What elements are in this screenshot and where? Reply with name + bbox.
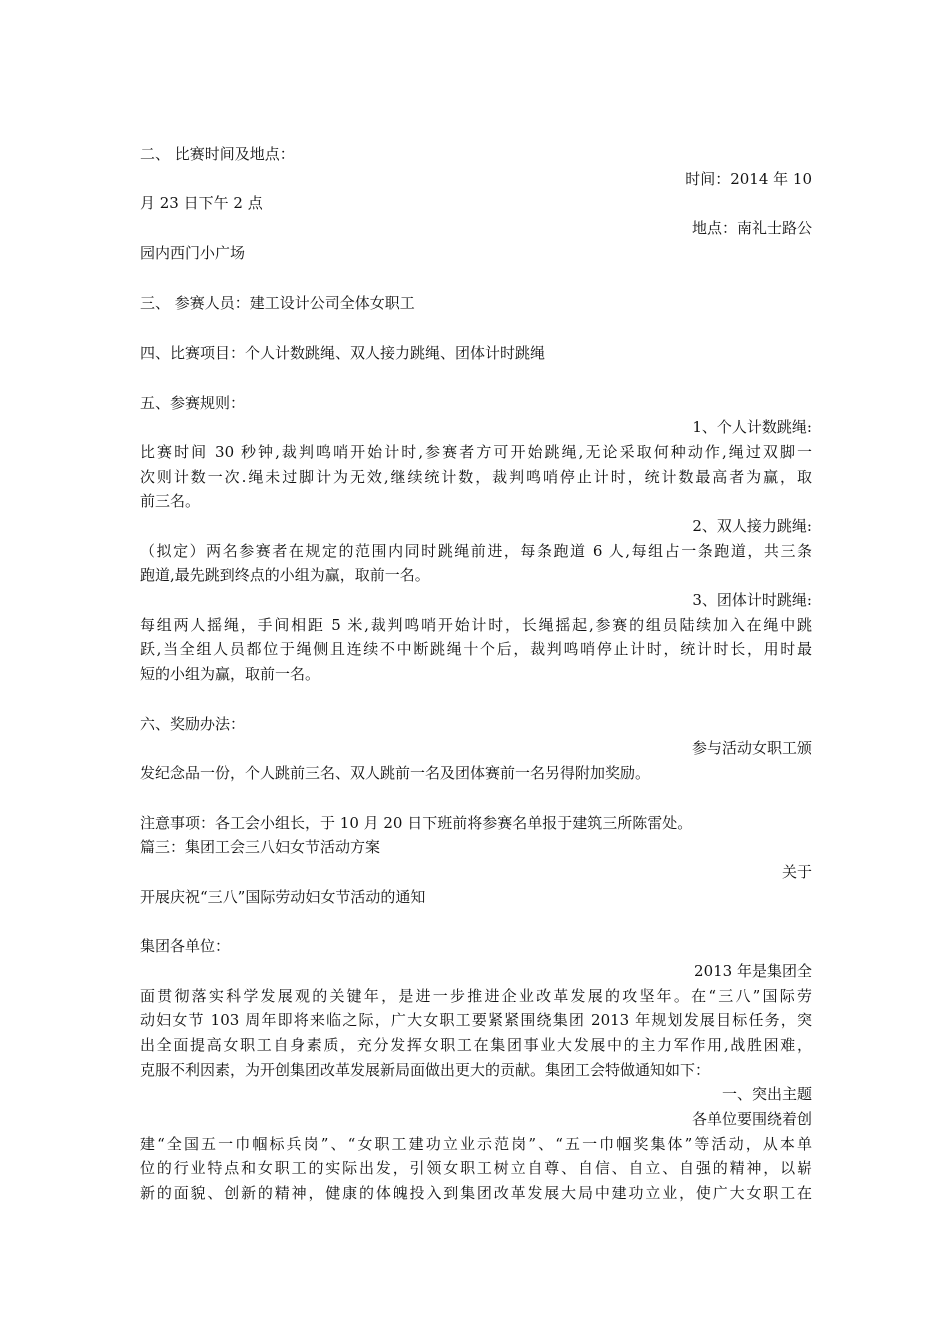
notice-title: 开展庆祝“三八”国际劳动妇女节活动的通知 [140,888,426,906]
text-line: （拟定）两名参赛者在规定的范围内同时跳绳前进，每条跑道 6 人,每组占一条跑道，共三条 [140,542,812,560]
text-line: 月 23 日下午 2 点 [140,194,263,212]
text-line: 面贯彻落实科学发展观的关键年，是进一步推进企业改革发展的攻坚年。在“三八”国际劳 [140,987,812,1005]
text-line: 克服不利因素，为开创集团改革发展新局面做出更大的贡献。集团工会特做通知如下： [140,1061,711,1079]
text-line: 各单位要围绕着创 [691,1110,812,1128]
subsection-heading-theme: 一、突出主题 [721,1085,812,1103]
text-line: 短的小组为赢，取前一名。 [140,665,321,683]
text-line: 新的面貌、创新的精神，健康的体魄投入到集团改革发展大局中建功立业，使广大女职工在 [140,1184,812,1202]
text-line: 动妇女节 103 周年即将来临之际，广大女职工要紧紧围绕集团 2013 年规划发展目标任务，突 [140,1011,812,1029]
text-line: 建“全国五一巾帼标兵岗”、“女职工建功立业示范岗”、“五一巾帼奖集体”等活动，从本单 [140,1135,812,1153]
section-heading-rules: 五、参赛规则： [140,394,246,412]
text-line: 地点：南礼士路公 [691,219,812,237]
section-heading-events: 四、比赛项目：个人计数跳绳、双人接力跳绳、团体计时跳绳 [140,344,546,362]
text-line: 跑道,最先跳到终点的小组为赢，取前一名。 [140,566,430,584]
text-line: 跃,当全组人员都位于绳侧且连续不中断跳绳十个后，裁判鸣哨停止计时，统计时长，用时最 [140,640,812,658]
text-line: 参与活动女职工颁 [691,739,812,757]
text-line: 园内西门小广场 [140,244,246,262]
text-line: 出全面提高女职工自身素质，充分发挥女职工在集团事业大发展中的主力军作用,战胜困难， [140,1036,812,1054]
text-line: 关于 [781,863,812,881]
text-line: 次则计数一次.绳未过脚计为无效,继续统计数，裁判鸣哨停止计时，统计数最高者为赢，取 [140,468,812,486]
salutation: 集团各单位： [140,937,231,955]
rule-heading-individual: 1、个人计数跳绳: [692,418,812,436]
text-line: 时间：2014 年 10 [685,170,812,188]
section-heading-participants: 三、 参赛人员：建工设计公司全体女职工 [140,294,415,312]
text-line: 发纪念品一份，个人跳前三名、双人跳前一名及团体赛前一名另得附加奖励。 [140,764,651,782]
section-heading-rewards: 六、奖励办法： [140,715,246,733]
text-line: 前三名。 [140,492,201,510]
section-heading-time-place: 二、 比赛时间及地点： [140,145,295,163]
text-line: 每组两人摇绳，手间相距 5 米,裁判鸣哨开始计时，长绳摇起,参赛的组员陆续加入在绳中跳 [140,616,812,634]
rule-heading-pair: 2、双人接力跳绳: [692,517,812,535]
text-line: 比赛时间 30 秒钟,裁判鸣哨开始计时,参赛者方可开始跳绳,无论采取何种动作,绳过双脚一 [140,443,812,461]
text-line: 位的行业特点和女职工的实际出发，引领女职工树立自尊、自信、自立、自强的精神，以崭 [140,1159,812,1177]
notice-line: 注意事项：各工会小组长，于 10 月 20 日下班前将参赛名单报于建筑三所陈雷处。 [140,814,693,832]
rule-heading-team: 3、团体计时跳绳: [692,591,812,609]
article-title: 篇三：集团工会三八妇女节活动方案 [140,838,381,856]
text-line: 2013 年是集团全 [694,962,812,980]
